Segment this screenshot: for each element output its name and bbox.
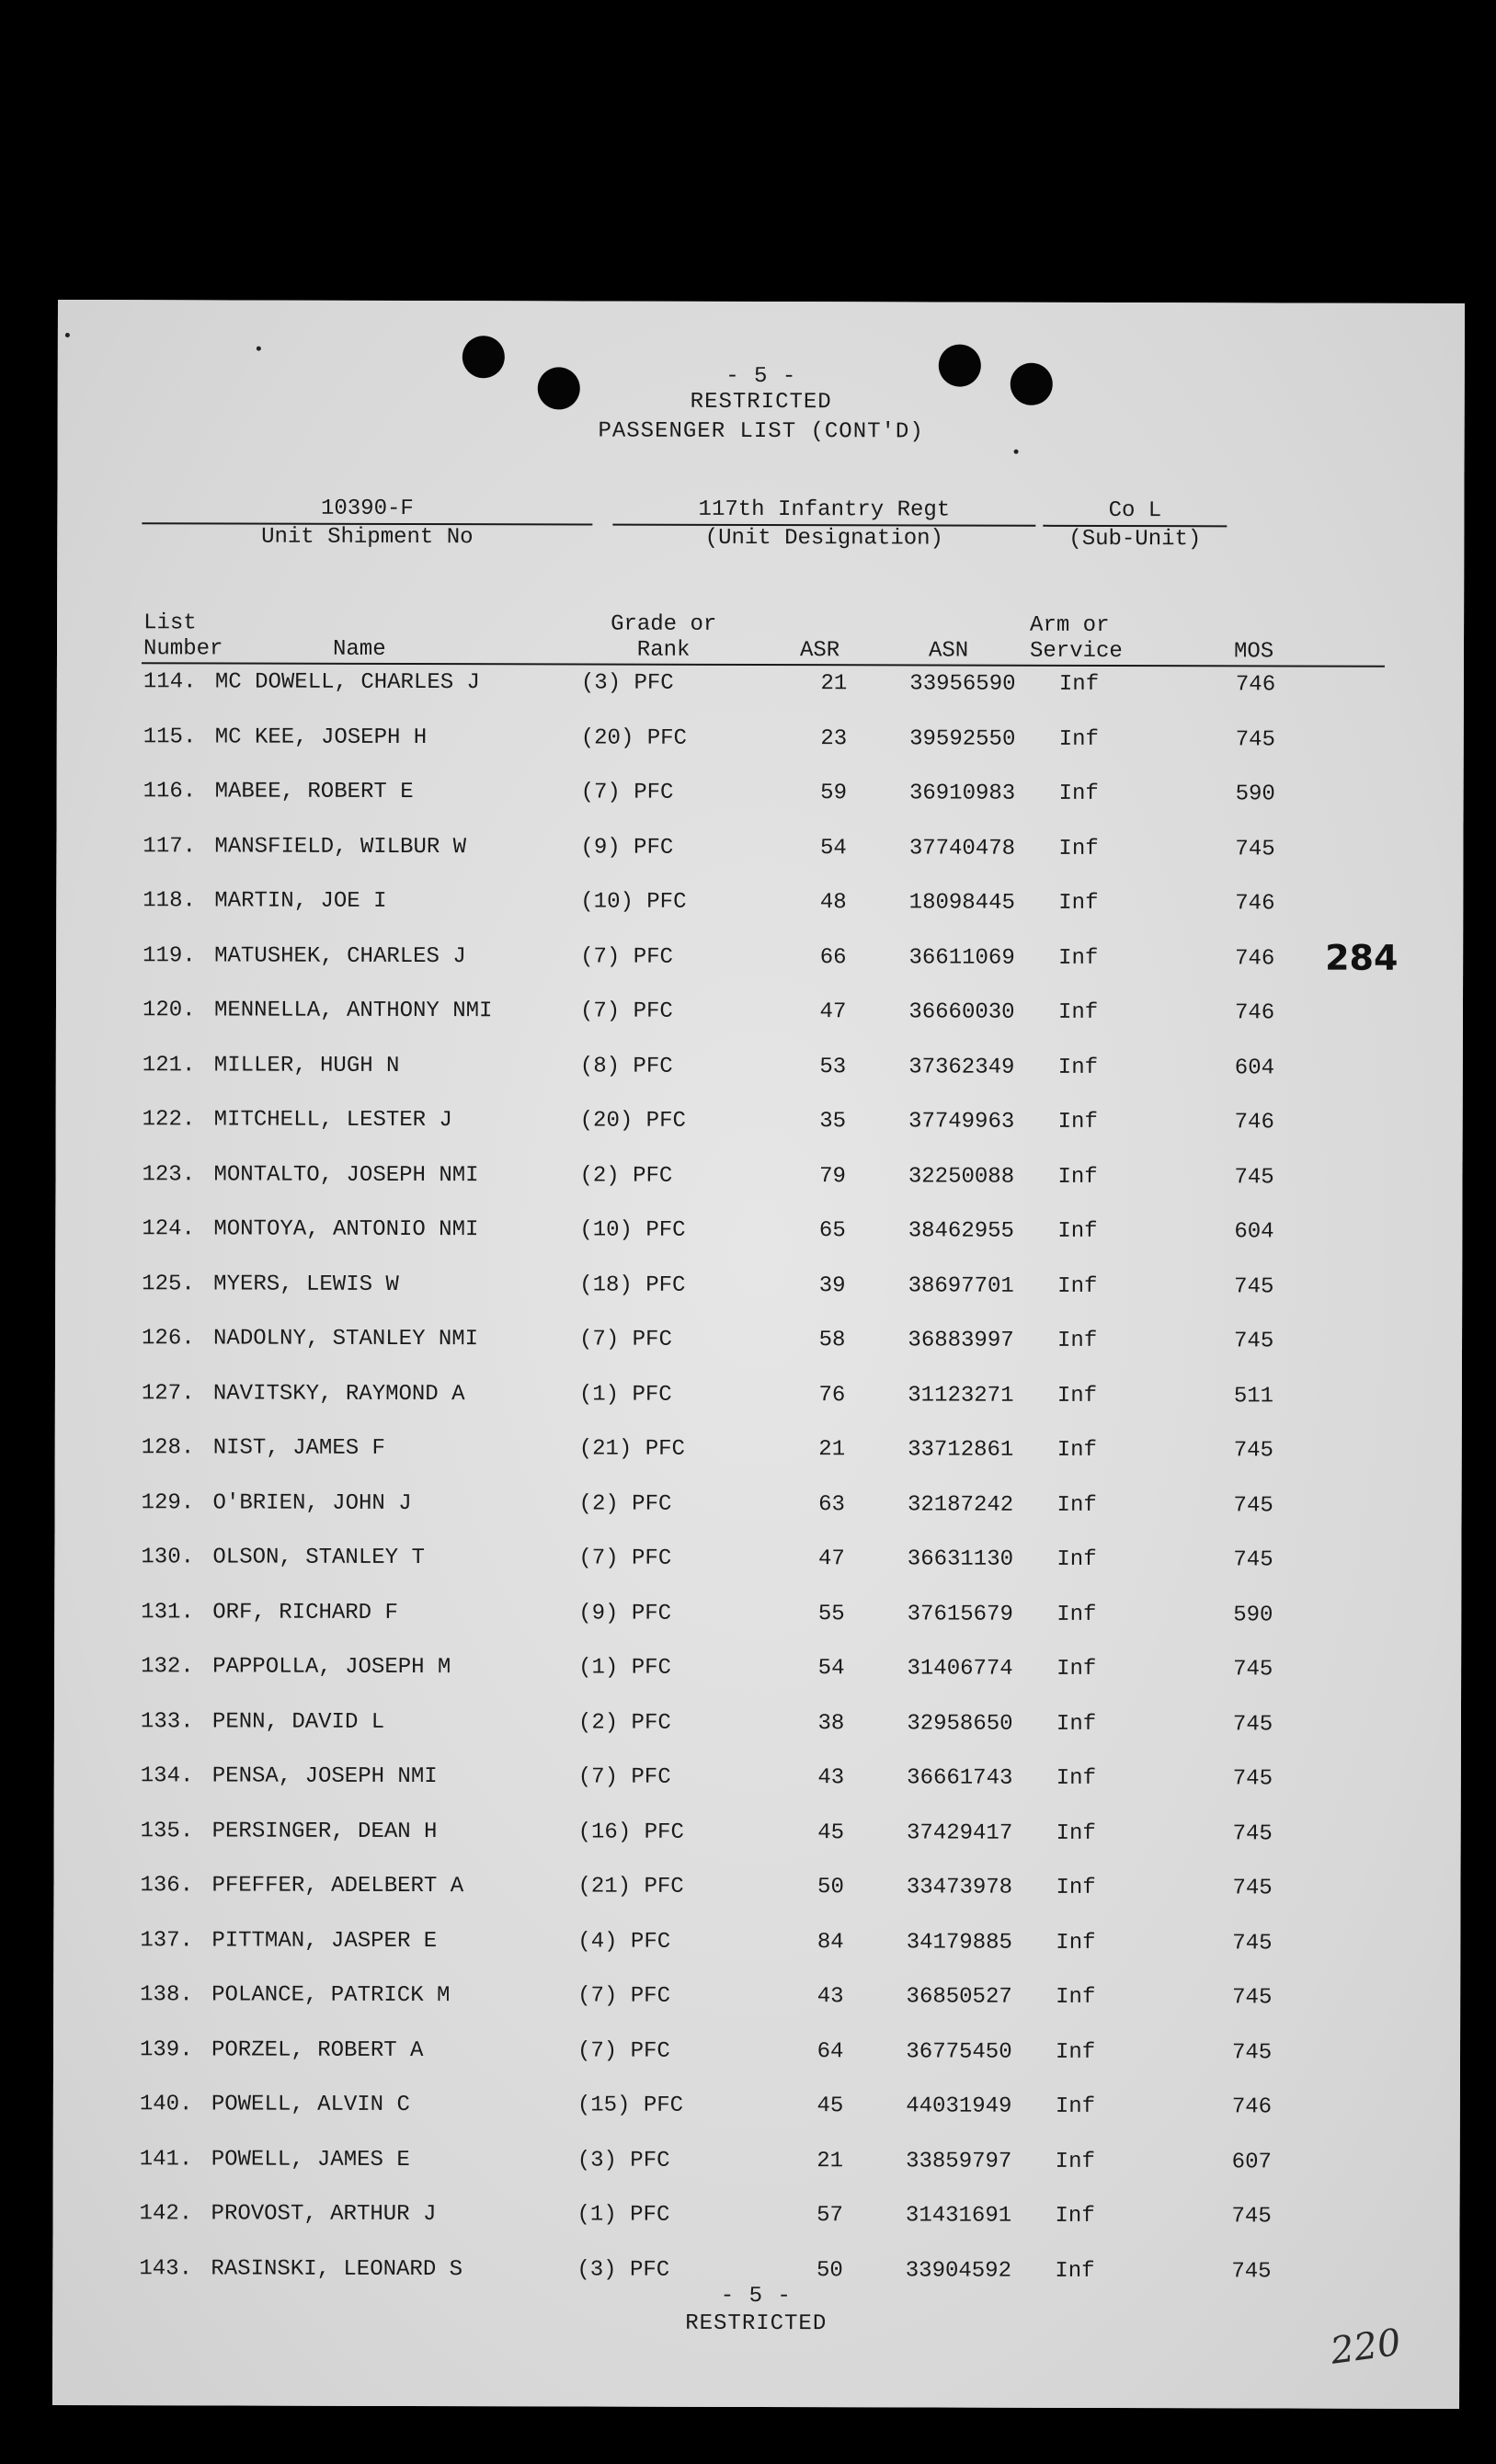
- table-row: [53, 1925, 1460, 1958]
- grade: (2) PFC: [577, 1709, 671, 1736]
- speck: [257, 347, 261, 351]
- list-number: 132.: [141, 1654, 194, 1680]
- asn: 44031949: [906, 2093, 1012, 2119]
- col-asn: ASN: [928, 638, 969, 664]
- arm-service: Inf: [1058, 890, 1099, 916]
- mos: 745: [1231, 2258, 1272, 2284]
- arm-service: Inf: [1056, 1984, 1096, 2010]
- list-number: 129.: [141, 1489, 195, 1515]
- mos: 590: [1233, 1602, 1273, 1627]
- arm-service: Inf: [1057, 1218, 1098, 1244]
- asn: 36660030: [908, 999, 1015, 1025]
- mos: 745: [1232, 1766, 1273, 1792]
- grade: (10) PFC: [580, 889, 687, 915]
- passenger-name: MARTIN, JOE I: [214, 888, 387, 914]
- col-arm-line2: Service: [1029, 638, 1123, 665]
- mos: 745: [1231, 2039, 1273, 2065]
- mos: 745: [1234, 1164, 1274, 1190]
- asn: 32187242: [907, 1491, 1014, 1518]
- mos: 745: [1232, 1876, 1273, 1901]
- mos: 745: [1232, 1820, 1273, 1846]
- table-row: [56, 1050, 1463, 1083]
- list-number: 139.: [139, 2036, 193, 2062]
- asn: 36661743: [907, 1765, 1013, 1791]
- table-row: [53, 2144, 1460, 2177]
- table-row: [53, 2035, 1460, 2068]
- table-row: [57, 722, 1464, 755]
- table-row: [53, 1871, 1460, 1904]
- table-row: [55, 1488, 1462, 1521]
- asn: 18098445: [908, 890, 1015, 916]
- table-row: [56, 996, 1463, 1029]
- table-row: [53, 2199, 1460, 2232]
- passenger-name: MC KEE, JOSEPH H: [214, 724, 428, 750]
- mos: 745: [1233, 1492, 1273, 1518]
- list-number: 117.: [143, 833, 197, 859]
- page-mark-bottom: - 5 -: [720, 2283, 792, 2310]
- col-arm-line1: Arm or: [1030, 612, 1110, 638]
- table-row: [53, 1980, 1460, 2013]
- asr: 38: [817, 1710, 845, 1736]
- asn: 36910983: [908, 781, 1016, 806]
- asr: 53: [819, 1054, 847, 1079]
- list-number: 119.: [143, 942, 196, 968]
- col-list-line1: List: [143, 610, 197, 636]
- list-number: 118.: [143, 888, 196, 914]
- asr: 66: [819, 944, 847, 970]
- passenger-name: ORF, RICHARD F: [212, 1599, 398, 1626]
- arm-service: Inf: [1056, 1492, 1097, 1518]
- list-number: 130.: [141, 1545, 195, 1570]
- arm-service: Inf: [1057, 1109, 1098, 1135]
- list-number: 121.: [142, 1052, 196, 1078]
- table-row: [55, 1159, 1462, 1192]
- asr: 59: [820, 781, 848, 806]
- sub-unit-label: (Sub-Unit): [1068, 526, 1202, 553]
- grade: (16) PFC: [577, 1819, 684, 1845]
- mos: 745: [1233, 1547, 1273, 1573]
- mos: 745: [1235, 726, 1276, 752]
- asn: 34179885: [906, 1929, 1012, 1956]
- arm-service: Inf: [1058, 781, 1099, 806]
- col-list-number: [143, 610, 223, 662]
- grade: (7) PFC: [577, 1983, 671, 2009]
- classification-top: RESTRICTED: [690, 389, 832, 416]
- arm-service: Inf: [1058, 671, 1100, 697]
- grade: (3) PFC: [580, 670, 674, 696]
- grade: (15) PFC: [577, 2093, 684, 2118]
- table-row: [57, 777, 1464, 810]
- passenger-name: MITCHELL, LESTER J: [213, 1107, 452, 1134]
- table-row: [54, 1652, 1461, 1685]
- passenger-name: POWELL, JAMES E: [211, 2146, 410, 2173]
- page-mark-top: - 5 -: [725, 363, 797, 390]
- grade: (8) PFC: [579, 1053, 673, 1079]
- classification-bottom: RESTRICTED: [685, 2310, 828, 2337]
- arm-service: Inf: [1058, 945, 1099, 971]
- list-number: 115.: [143, 724, 197, 749]
- col-grade-line1: Grade or: [611, 611, 717, 637]
- mos: 746: [1235, 945, 1275, 971]
- passenger-name: POLANCE, PATRICK M: [211, 1982, 451, 2009]
- arm-service: Inf: [1057, 1164, 1098, 1190]
- asr: 23: [820, 725, 848, 751]
- arm-service: Inf: [1056, 1875, 1096, 1900]
- col-name: Name: [332, 636, 386, 662]
- grade: (20) PFC: [580, 724, 688, 751]
- asr: 35: [819, 1109, 847, 1135]
- asr: 63: [818, 1491, 846, 1517]
- passenger-name: MENNELLA, ANTHONY NMI: [213, 998, 493, 1024]
- grade: (1) PFC: [578, 1381, 672, 1408]
- asn: 37615679: [907, 1601, 1013, 1627]
- asr: 21: [820, 671, 848, 697]
- passenger-name: PROVOST, ARTHUR J: [211, 2201, 437, 2228]
- list-number: 135.: [140, 1818, 194, 1843]
- grade: (2) PFC: [578, 1490, 672, 1517]
- arm-service: Inf: [1056, 1820, 1096, 1846]
- list-number: 126.: [142, 1326, 195, 1352]
- passenger-name: MILLER, HUGH N: [213, 1052, 400, 1078]
- passenger-name: O'BRIEN, JOHN J: [212, 1489, 412, 1516]
- passenger-name: MANSFIELD, WILBUR W: [214, 833, 467, 860]
- list-number: 124.: [142, 1216, 195, 1242]
- col-asr: ASR: [799, 638, 840, 664]
- mos: 745: [1234, 1273, 1274, 1299]
- arm-service: Inf: [1057, 1273, 1098, 1299]
- asn: 37740478: [908, 835, 1016, 861]
- mos: 590: [1235, 781, 1275, 807]
- grade: (7) PFC: [580, 780, 674, 805]
- arm-service: Inf: [1055, 2093, 1096, 2119]
- asn: 33904592: [905, 2257, 1012, 2284]
- asr: 58: [818, 1328, 846, 1353]
- mos: 746: [1235, 672, 1276, 698]
- asr: 50: [817, 1875, 844, 1900]
- arm-service: Inf: [1056, 1383, 1098, 1409]
- grade: (7) PFC: [578, 1546, 672, 1571]
- list-number: 125.: [142, 1271, 195, 1296]
- grade: (3) PFC: [577, 2147, 670, 2173]
- table-row: [54, 1762, 1461, 1795]
- list-number: 122.: [142, 1107, 196, 1133]
- asn: 33473978: [906, 1875, 1013, 1900]
- mos: 746: [1235, 891, 1275, 917]
- mos: 746: [1234, 1110, 1274, 1135]
- table-row: [54, 1543, 1461, 1576]
- asn: 32250088: [908, 1163, 1015, 1190]
- asn: 39592550: [909, 725, 1016, 752]
- arm-service: Inf: [1057, 1328, 1098, 1353]
- handwritten-number: 220: [1328, 2321, 1404, 2373]
- arm-service: Inf: [1058, 726, 1100, 752]
- mos: 745: [1235, 836, 1275, 861]
- grade: (9) PFC: [580, 834, 674, 861]
- col-grade-line2: Rank: [636, 637, 691, 663]
- arm-service: Inf: [1056, 1765, 1097, 1791]
- sub-unit-field: [1043, 497, 1227, 553]
- col-arm-service: [1030, 613, 1123, 665]
- unit-shipment-field: [142, 495, 592, 551]
- table-row: [55, 1324, 1462, 1357]
- list-number: 136.: [140, 1873, 194, 1899]
- asr: 47: [817, 1546, 845, 1572]
- mos: 604: [1234, 1219, 1274, 1245]
- mos: 745: [1234, 1329, 1274, 1354]
- asn: 36775450: [906, 2038, 1012, 2065]
- unit-shipment-no: 10390-F: [320, 496, 414, 522]
- arm-service: Inf: [1056, 1546, 1097, 1572]
- asr: 39: [818, 1272, 846, 1298]
- grade: (7) PFC: [577, 2037, 670, 2064]
- mos: 745: [1233, 1438, 1273, 1464]
- asr: 84: [817, 1929, 844, 1955]
- list-number: 120.: [142, 998, 196, 1023]
- passenger-name: POWELL, ALVIN C: [211, 2092, 410, 2118]
- table-row: [55, 1215, 1462, 1248]
- passenger-name: PAPPOLLA, JOSEPH M: [212, 1654, 451, 1681]
- asr: 43: [817, 1984, 844, 2010]
- asr: 54: [820, 835, 847, 861]
- asn: 36631130: [907, 1546, 1014, 1572]
- asn: 31406774: [907, 1656, 1013, 1682]
- arm-service: Inf: [1056, 1602, 1097, 1627]
- arm-service: Inf: [1058, 836, 1099, 861]
- mos: 746: [1231, 2094, 1273, 2120]
- sub-unit: Co L: [1108, 497, 1162, 524]
- asn: 37362349: [908, 1054, 1015, 1080]
- passenger-name: OLSON, STANLEY T: [212, 1545, 425, 1571]
- passenger-name: MONTALTO, JOSEPH NMI: [213, 1161, 479, 1188]
- mos: 745: [1231, 2204, 1272, 2230]
- list-number: 116.: [143, 779, 197, 804]
- table-row: [54, 1816, 1461, 1849]
- arm-service: Inf: [1055, 2149, 1095, 2174]
- asn: 31123271: [908, 1382, 1014, 1409]
- asn: 37429417: [906, 1819, 1013, 1846]
- table-row: [56, 941, 1463, 974]
- table-row: [57, 667, 1464, 701]
- table-row: [56, 831, 1463, 864]
- list-number: 133.: [140, 1708, 194, 1734]
- unit-shipment-label: Unit Shipment No: [261, 524, 474, 551]
- grade: (21) PFC: [577, 1874, 684, 1899]
- list-number: 137.: [140, 1927, 193, 1953]
- passenger-name: PORZEL, ROBERT A: [211, 2036, 424, 2063]
- passenger-name: MC DOWELL, CHARLES J: [214, 669, 480, 696]
- passenger-name: PFEFFER, ADELBERT A: [211, 1873, 464, 1899]
- asn: 36883997: [908, 1328, 1014, 1353]
- grade: (20) PFC: [579, 1108, 686, 1134]
- col-grade: [611, 612, 716, 664]
- table-row: [55, 1269, 1462, 1302]
- table-row: [53, 2090, 1460, 2123]
- mos: 746: [1234, 1000, 1275, 1026]
- arm-service: Inf: [1055, 2039, 1096, 2065]
- grade: (3) PFC: [577, 2256, 670, 2283]
- asn: 38462955: [908, 1218, 1014, 1244]
- grade: (1) PFC: [577, 2202, 670, 2228]
- asr: 54: [817, 1656, 845, 1682]
- table-row: [55, 1378, 1462, 1411]
- arm-service: Inf: [1057, 999, 1099, 1025]
- asn: 37749963: [908, 1109, 1015, 1135]
- passenger-name: PITTMAN, JASPER E: [211, 1927, 438, 1954]
- asr: 79: [819, 1163, 846, 1189]
- header-rule: [142, 662, 1385, 667]
- list-number: 131.: [141, 1599, 194, 1625]
- passenger-name: NADOLNY, STANLEY NMI: [213, 1326, 479, 1352]
- col-mos: MOS: [1233, 639, 1274, 665]
- list-number: 143.: [139, 2255, 193, 2281]
- mos: 745: [1232, 1711, 1273, 1737]
- table-row: [55, 1433, 1462, 1466]
- document-page: [52, 300, 1465, 2409]
- table-row: [56, 1105, 1463, 1138]
- list-number: 134.: [140, 1763, 194, 1789]
- asr: 55: [817, 1601, 845, 1626]
- list-number: 128.: [141, 1435, 195, 1461]
- asn: 36850527: [906, 1984, 1012, 2010]
- asn: 36611069: [908, 944, 1015, 971]
- asr: 76: [818, 1382, 846, 1408]
- asr: 43: [817, 1765, 845, 1791]
- asr: 64: [817, 2038, 844, 2064]
- list-number: 114.: [143, 669, 197, 695]
- grade: (1) PFC: [578, 1655, 671, 1681]
- passenger-name: MABEE, ROBERT E: [214, 779, 414, 805]
- speck: [1014, 450, 1019, 454]
- page-title: PASSENGER LIST (CONT'D): [598, 418, 924, 445]
- table-row: [54, 1706, 1461, 1740]
- grade: (21) PFC: [578, 1436, 685, 1462]
- grade: (7) PFC: [580, 943, 673, 970]
- passenger-name: MATUSHEK, CHARLES J: [214, 942, 466, 969]
- col-list-line2: Number: [143, 636, 223, 662]
- asr: 21: [817, 2148, 844, 2173]
- unit-designation-label: (Unit Designation): [704, 525, 943, 552]
- list-number: 140.: [139, 2092, 193, 2117]
- mos: 607: [1231, 2149, 1272, 2174]
- asr: 50: [816, 2257, 843, 2283]
- margin-number: 284: [1325, 937, 1399, 978]
- grade: (7) PFC: [579, 998, 673, 1024]
- asn: 32958650: [907, 1710, 1013, 1737]
- passenger-name: MONTOYA, ANTONIO NMI: [213, 1216, 479, 1243]
- mos: 745: [1232, 1930, 1273, 1956]
- passenger-name: PENSA, JOSEPH NMI: [211, 1763, 438, 1790]
- mos: 511: [1233, 1383, 1274, 1409]
- grade: (7) PFC: [579, 1327, 672, 1352]
- passenger-name: NAVITSKY, RAYMOND A: [212, 1380, 465, 1407]
- table-row: [56, 886, 1463, 919]
- asr: 21: [818, 1437, 846, 1463]
- arm-service: Inf: [1056, 1711, 1097, 1737]
- passenger-name: PENN, DAVID L: [211, 1708, 385, 1735]
- list-number: 123.: [142, 1161, 196, 1187]
- asn: 38697701: [908, 1272, 1014, 1299]
- grade: (10) PFC: [579, 1217, 686, 1243]
- arm-service: Inf: [1056, 1930, 1096, 1956]
- passenger-name: NIST, JAMES F: [212, 1435, 386, 1461]
- grade: (7) PFC: [577, 1764, 671, 1790]
- list-number: 138.: [140, 1982, 193, 2008]
- asr: 57: [817, 2203, 843, 2229]
- unit-designation: 117th Infantry Regt: [698, 496, 951, 523]
- arm-service: Inf: [1055, 2203, 1095, 2229]
- list-number: 142.: [139, 2201, 193, 2227]
- asn: 33712861: [908, 1437, 1014, 1463]
- grade: (9) PFC: [578, 1600, 672, 1626]
- arm-service: Inf: [1057, 1055, 1099, 1080]
- passenger-name: MYERS, LEWIS W: [213, 1271, 399, 1297]
- asr: 45: [817, 2093, 844, 2119]
- arm-service: Inf: [1056, 1437, 1097, 1463]
- asn: 33956590: [909, 671, 1016, 697]
- mos: 745: [1233, 1657, 1273, 1683]
- asr: 65: [818, 1218, 846, 1244]
- asn: 33859797: [906, 2148, 1012, 2174]
- table-row: [54, 1597, 1461, 1630]
- passenger-name: RASINSKI, LEONARD S: [211, 2255, 463, 2282]
- arm-service: Inf: [1056, 1656, 1097, 1682]
- grade: (2) PFC: [579, 1162, 673, 1189]
- mos: 604: [1234, 1055, 1275, 1080]
- speck: [65, 333, 70, 337]
- asr: 48: [819, 890, 847, 916]
- unit-designation-field: [612, 496, 1035, 553]
- mos: 745: [1232, 1985, 1273, 2011]
- arm-service: Inf: [1055, 2258, 1095, 2284]
- asr: 47: [819, 999, 847, 1025]
- passenger-name: PERSINGER, DEAN H: [211, 1818, 438, 1844]
- grade: (4) PFC: [577, 1928, 671, 1955]
- asn: 31431691: [905, 2203, 1012, 2229]
- list-number: 141.: [139, 2146, 193, 2172]
- list-number: 127.: [141, 1380, 195, 1406]
- grade: (18) PFC: [579, 1272, 686, 1298]
- asr: 45: [817, 1819, 845, 1845]
